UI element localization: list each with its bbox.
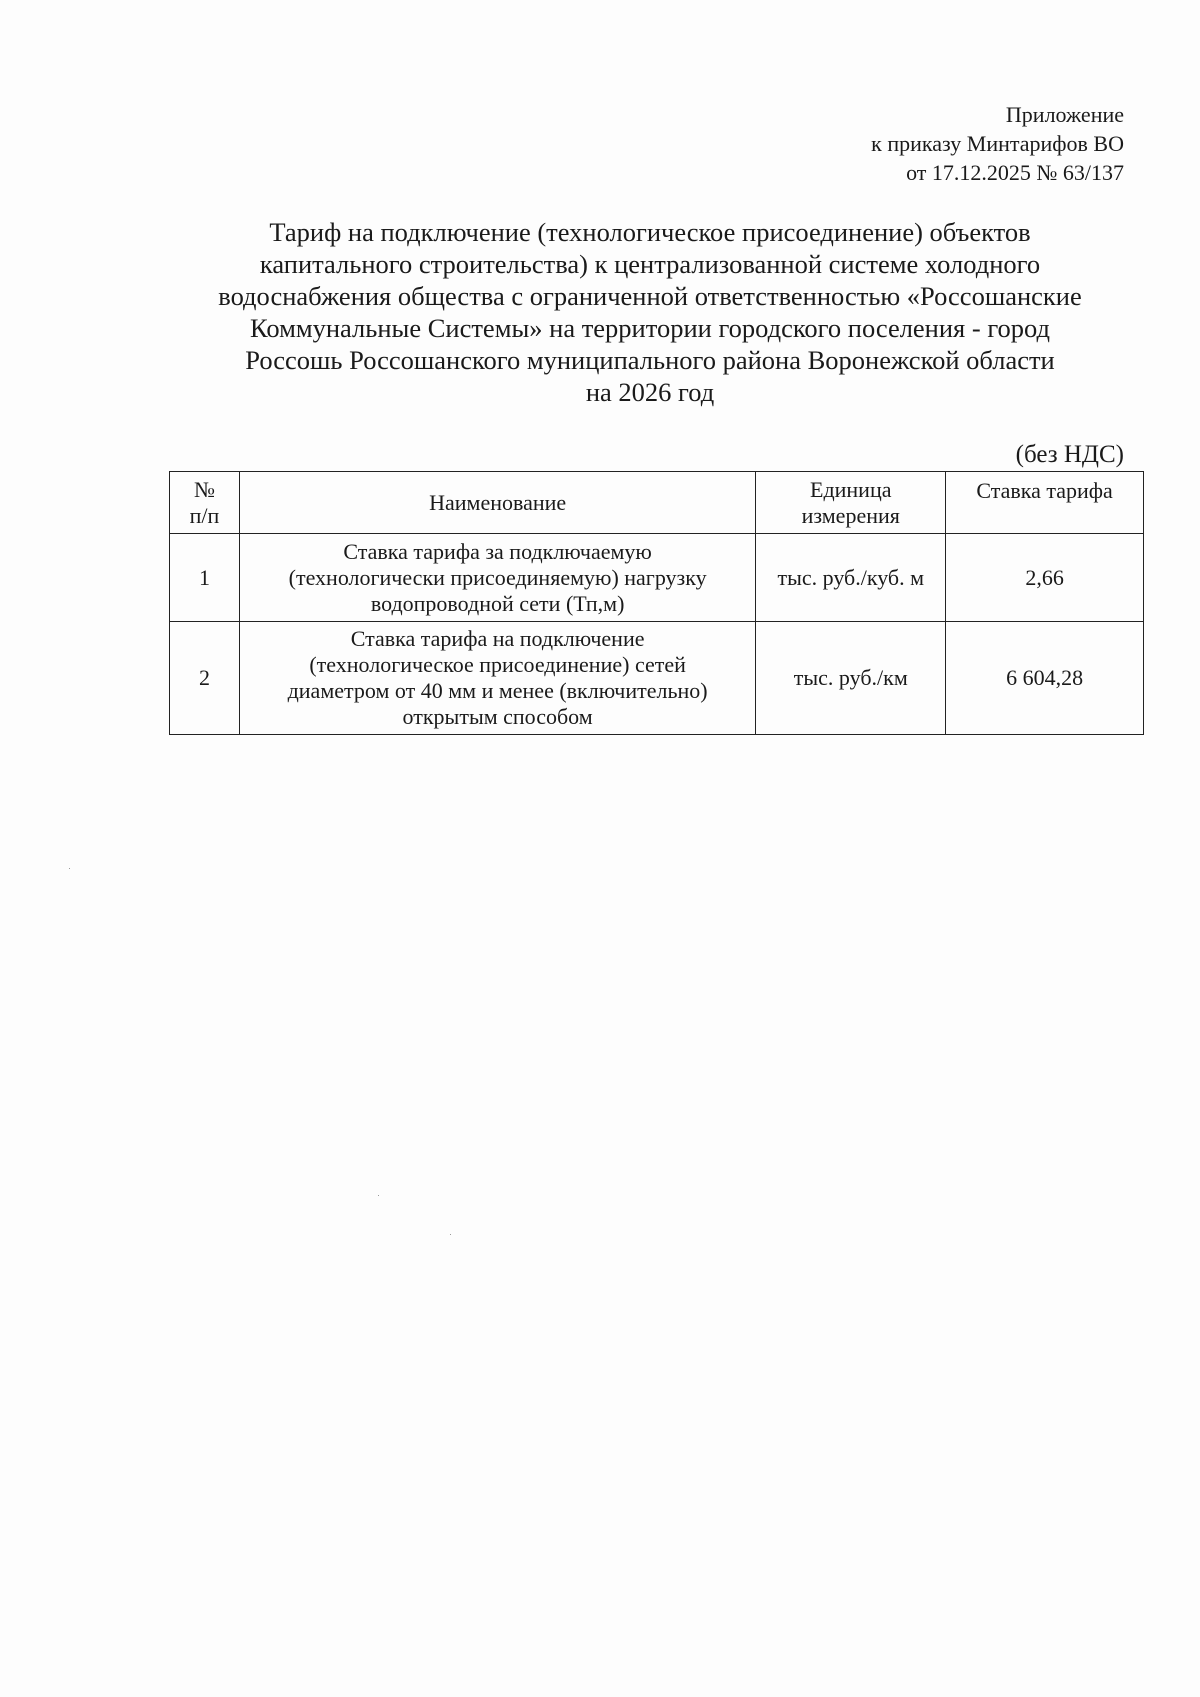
header-rate: Ставка тарифа: [946, 472, 1144, 534]
row-name: Ставка тарифа за подключаемую (технологически присоединяемую) нагрузку водопроводной сети (Тп,м): [239, 534, 755, 622]
row-number: 2: [170, 622, 240, 735]
row-unit: тыс. руб./км: [756, 622, 946, 735]
table-row: [170, 622, 1144, 735]
header-number: № п/п: [170, 472, 240, 534]
title-line: капитального строительства) к централизованной системе холодного: [259, 249, 1041, 279]
table-header-row: [170, 472, 1144, 534]
appendix-order-ref: к приказу Минтарифов ВО: [871, 131, 1124, 156]
title-line: водоснабжения общества с ограниченной ответственностью «Россошанские: [218, 281, 1082, 311]
scan-speck: [69, 868, 70, 869]
title-line: Тариф на подключение (технологическое присоединение) объектов: [269, 217, 1031, 247]
row-name: Ставка тарифа на подключение (технологическое присоединение) сетей диаметром от 40 мм и менее (включительно) открытым способом: [239, 622, 755, 735]
appendix-label: Приложение: [1005, 102, 1124, 127]
row-number: 1: [170, 534, 240, 622]
scan-speck: [450, 1234, 451, 1235]
header-unit: Единица измерения: [756, 472, 946, 534]
appendix-reference: [871, 100, 1124, 187]
row-unit: тыс. руб./куб. м: [756, 534, 946, 622]
appendix-order-date: от 17.12.2025 № 63/137: [906, 160, 1124, 185]
title-line: Коммунальные Системы» на территории городского поселения - город: [249, 313, 1050, 343]
scan-speck: [378, 1195, 379, 1196]
vat-note: (без НДС): [1015, 441, 1124, 468]
tariff-table: [169, 471, 1144, 735]
header-name: Наименование: [239, 472, 755, 534]
document-title: [160, 216, 1140, 408]
row-rate: 2,66: [946, 534, 1144, 622]
title-line: на 2026 год: [585, 377, 715, 407]
title-line: Россошь Россошанского муниципального района Воронежской области: [245, 345, 1055, 375]
row-rate: 6 604,28: [946, 622, 1144, 735]
table-row: [170, 534, 1144, 622]
